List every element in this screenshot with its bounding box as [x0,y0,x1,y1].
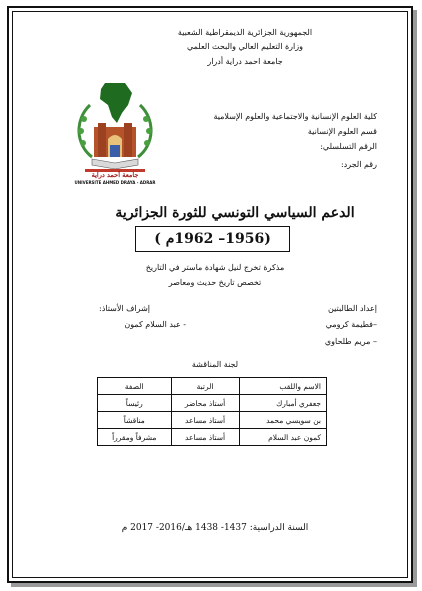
header-name: الاسم واللقب [239,378,326,395]
prepared-by-label: إعداد الطالبتين [328,304,377,313]
header-role: الصفة [98,378,172,395]
member-name: بن سويسي محمد [239,412,326,429]
inventory-number-label: رقم الجرد: [340,160,377,169]
thesis-dates-box [135,226,290,252]
academic-year: السنة الدراسية: 1437- 1438 هـ/2016- 2017 م [121,523,309,533]
member-rank: أستاذ مساعد [171,412,239,429]
table-row [98,395,327,412]
thesis-dates: (1956– 1962م ) [154,231,271,247]
faculty-line: كلية العلوم الإنسانية والاجتماعية والعلوم الإسلامية [213,112,377,121]
member-rank: أستاذ مساعد [171,429,239,446]
committee-title: لجنة المناقشة [191,360,239,369]
university-line: جامعة احمد دراية أدرار [207,57,283,66]
member-rank: أستاذ محاضر [171,395,239,412]
member-role: مشرفاً ومقرراً [98,429,172,446]
member-role: مناقشاً [98,412,172,429]
committee-table [97,377,327,446]
thesis-title: الدعم السياسي التونسي للثورة الجزائرية [115,205,355,221]
member-name: كمون عبد السلام [239,429,326,446]
university-logo [70,75,160,187]
department-line: قسم العلوم الإنسانية [307,127,377,136]
thesis-purpose: مذكرة تخرج لنيل شهادة ماستر في التاريخ [145,263,285,272]
serial-number-label: الرقم التسلسلي: [320,142,377,151]
page-shadow-bottom [11,583,417,587]
student-2: – مريم طلحاوي [324,337,377,346]
table-row [98,429,327,446]
logo-arabic-name: جامعة أحمد دراية [91,171,139,179]
republic-line: الجمهورية الجزائرية الديمقراطية الشعبية [177,28,313,37]
logo-latin-name: UNIVERSITE AHMED DRAYA - ADRAR [74,180,156,185]
table-header-row [98,378,327,395]
supervisor-label: إشراف الأستاذ: [99,304,150,313]
student-1: –فطيمة كرومي [325,320,377,329]
thesis-specialty: تخصص تاريخ حديث ومعاصر [168,278,262,287]
member-role: رئيساً [98,395,172,412]
member-name: جعفري أمبارك [239,395,326,412]
header-rank: الرتبة [171,378,239,395]
ministry-line: وزارة التعليم العالي والبحث العلمي [187,42,303,51]
table-row [98,412,327,429]
page-shadow-right [413,10,417,587]
supervisor-name: - عبد السلام كمون [124,320,186,329]
